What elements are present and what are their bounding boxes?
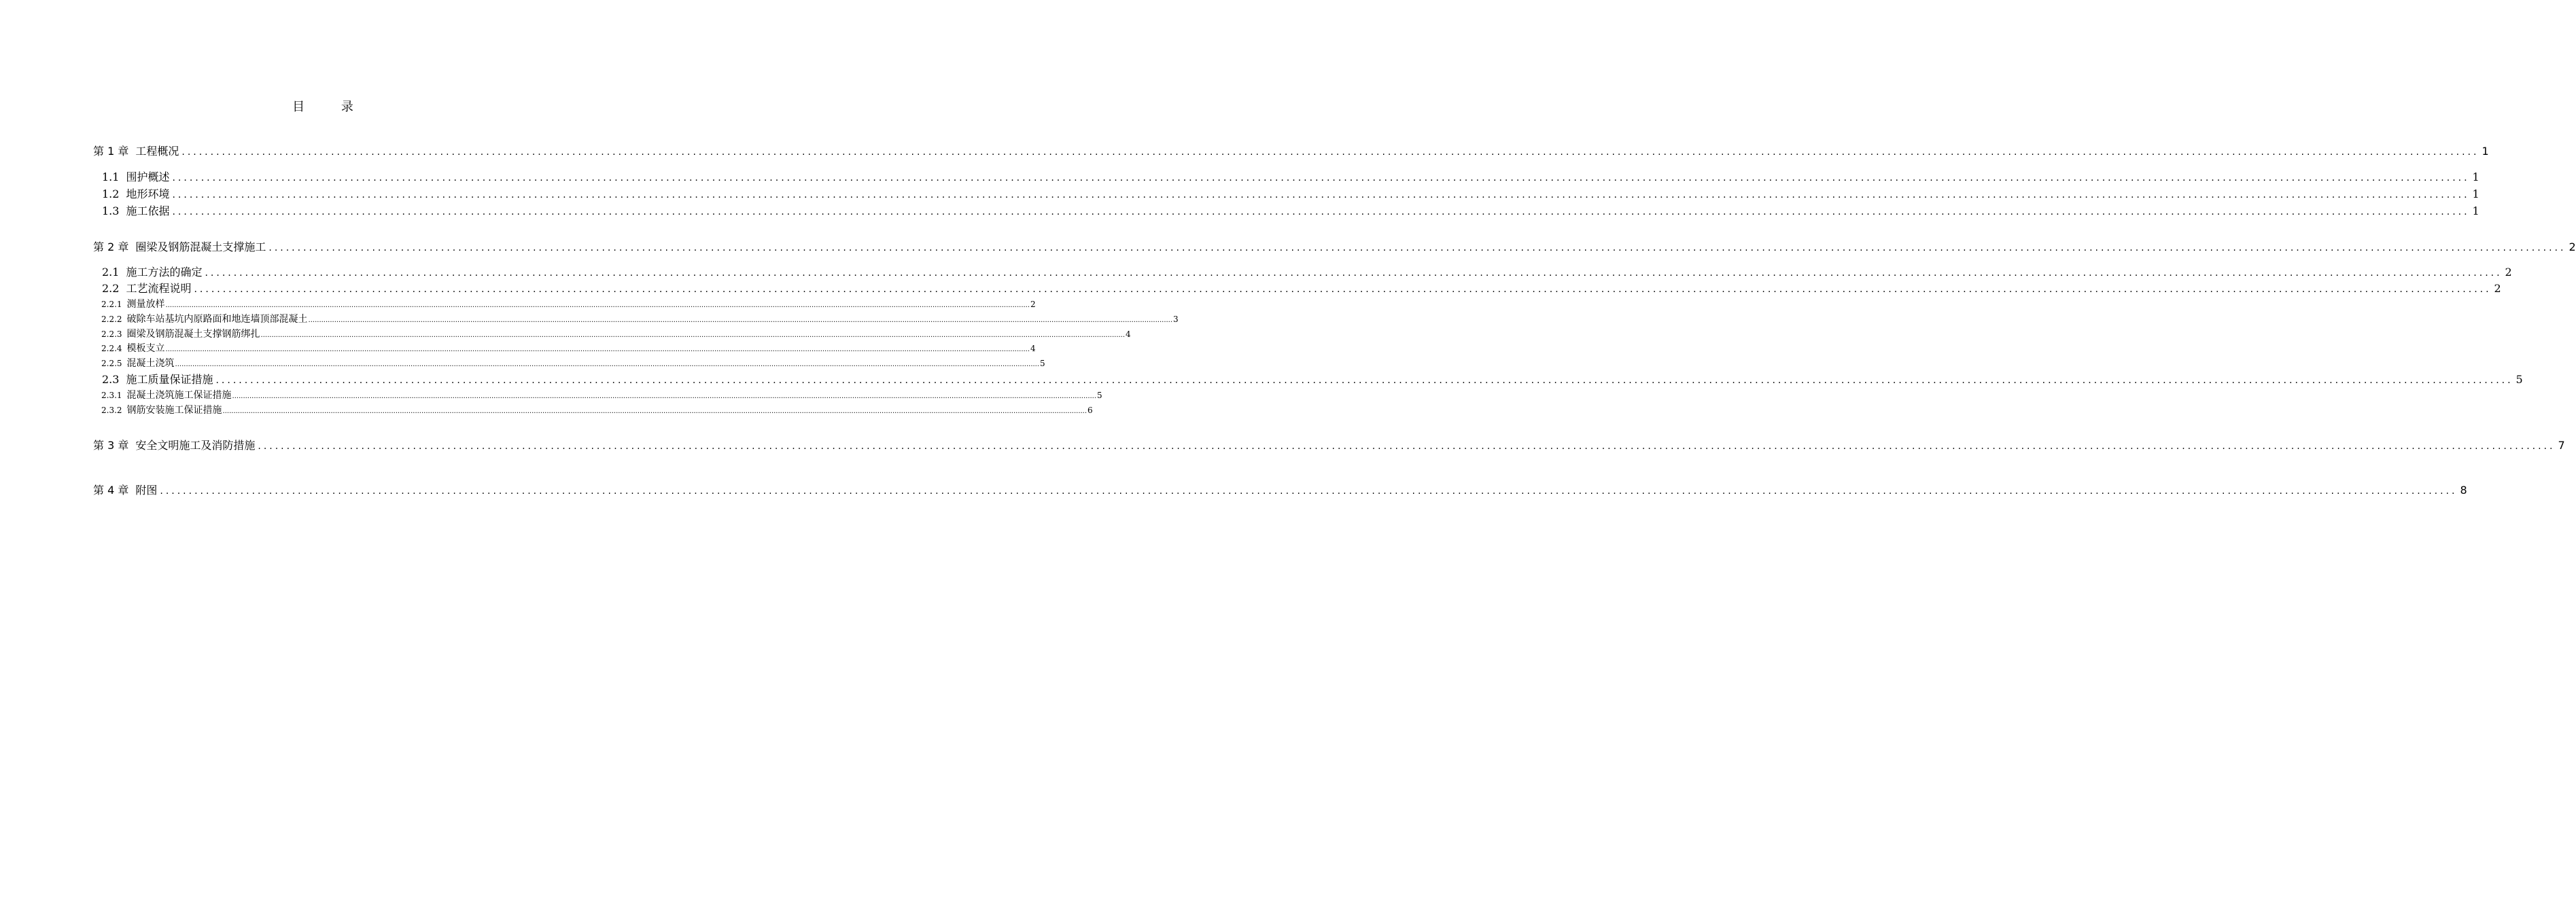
toc-entry-label: 模板支立 [126, 343, 165, 354]
toc-entry-page: 4 [1126, 329, 1131, 339]
toc-entry-number: 第 3 章 [93, 439, 129, 452]
leader-dots: ................................................................................................................................................................................................................................................................................................................................................................................................................ [165, 346, 1030, 353]
toc-entry-number: 2.2.2 [101, 315, 122, 324]
toc-entry-label: 施工质量保证措施 [126, 373, 213, 386]
toc-entry-page: 6 [1087, 406, 1093, 415]
toc-entry-2-3-2[interactable] [101, 403, 1093, 416]
toc-entry-number: 2.1 [102, 266, 120, 279]
leader-dots: ................................................................................................................................................................................................................................................................................................................................................................................................................ [194, 284, 2492, 295]
toc-entry-number: 2.2.3 [101, 329, 122, 339]
leader-dots: ................................................................................................................................................................................................................................................................................................................................................................................................................ [215, 375, 2513, 386]
toc-entry-page: 2 [2494, 282, 2501, 295]
toc-entry-label: 钢筋安装施工保证措施 [126, 405, 222, 416]
toc-entry-number: 2.3 [102, 373, 120, 386]
toc-entry-label: 工程概况 [135, 145, 179, 158]
toc-entry-chapter-3[interactable] [93, 437, 2565, 452]
toc-entry-page: 2 [1030, 300, 1036, 309]
toc-entry-number: 2.3.1 [101, 391, 122, 400]
toc-entry-page: 1 [2472, 187, 2479, 200]
leader-dots: ................................................................................................................................................................................................................................................................................................................................................................................................................ [205, 268, 2503, 279]
toc-entry-page: 2 [2569, 240, 2576, 253]
toc-entry-number: 2.2.4 [101, 344, 122, 353]
toc-entry-label: 施工依据 [126, 204, 170, 217]
leader-dots: ................................................................................................................................................................................................................................................................................................................................................................................................................ [165, 302, 1030, 309]
leader-dots: ................................................................................................................................................................................................................................................................................................................................................................................................................ [172, 173, 2470, 183]
toc-title: 目 录 [292, 100, 370, 114]
toc-entry-page: 2 [2505, 266, 2512, 279]
toc-entry-label: 安全文明施工及消防措施 [135, 439, 256, 452]
toc-entry-page: 8 [2460, 484, 2467, 497]
toc-entry-2-2-2[interactable] [101, 312, 1179, 325]
toc-entry-2-2-3[interactable] [101, 327, 1131, 340]
toc-entry-label: 破除车站基坑内原路面和地连墙顶部混凝土 [126, 314, 308, 325]
toc-entry-page: 5 [1040, 359, 1045, 368]
toc-entry-2-2[interactable] [102, 280, 2501, 296]
toc-entry-page: 1 [2472, 171, 2479, 183]
toc-entry-label: 混凝土浇筑施工保证措施 [126, 390, 232, 401]
toc-entry-label: 测量放样 [126, 299, 165, 310]
toc-entry-1-2[interactable] [102, 185, 2479, 201]
toc-entry-number: 1.3 [102, 204, 120, 217]
toc-entry-page: 1 [2472, 204, 2479, 217]
leader-dots: ................................................................................................................................................................................................................................................................................................................................................................................................................ [181, 147, 2479, 158]
toc-entry-label: 围护概述 [126, 171, 170, 183]
toc-entry-page: 5 [1097, 391, 1102, 400]
toc-entry-page: 3 [1173, 315, 1179, 324]
toc-entry-1-3[interactable] [102, 202, 2479, 218]
toc-entry-page: 4 [1030, 344, 1036, 353]
toc-entry-number: 第 1 章 [93, 145, 129, 158]
toc-entry-chapter-2[interactable] [93, 238, 2576, 254]
toc-entry-2-2-5[interactable] [101, 356, 1045, 370]
toc-entry-chapter-1[interactable] [93, 143, 2489, 158]
leader-dots: ................................................................................................................................................................................................................................................................................................................................................................................................................ [222, 408, 1087, 415]
toc-entry-page: 7 [2558, 439, 2565, 452]
toc-entry-label: 混凝土浇筑 [126, 358, 175, 369]
toc-entry-label: 圈梁及钢筋混凝土支撑施工 [135, 240, 266, 253]
leader-dots: ................................................................................................................................................................................................................................................................................................................................................................................................................ [172, 207, 2470, 217]
toc-entry-page: 5 [2516, 373, 2523, 386]
toc-entry-1-1[interactable] [102, 168, 2479, 184]
toc-entry-2-2-4[interactable] [101, 341, 1036, 355]
toc-entry-page: 1 [2482, 145, 2489, 158]
leader-dots: ................................................................................................................................................................................................................................................................................................................................................................................................................ [260, 332, 1126, 339]
toc-entry-label: 地形环境 [126, 187, 170, 200]
leader-dots: ................................................................................................................................................................................................................................................................................................................................................................................................................ [268, 243, 2566, 253]
leader-dots: ................................................................................................................................................................................................................................................................................................................................................................................................................ [258, 441, 2556, 452]
toc-entry-2-1[interactable] [102, 264, 2512, 279]
leader-dots: ................................................................................................................................................................................................................................................................................................................................................................................................................ [175, 361, 1040, 368]
toc-entry-number: 2.2.5 [101, 359, 122, 368]
toc-entry-number: 2.3.2 [101, 406, 122, 415]
toc-entry-number: 1.1 [102, 171, 120, 183]
toc-entry-2-2-1[interactable] [101, 297, 1036, 310]
leader-dots: ................................................................................................................................................................................................................................................................................................................................................................................................................ [232, 393, 1097, 400]
leader-dots: ................................................................................................................................................................................................................................................................................................................................................................................................................ [172, 190, 2470, 200]
toc-entry-label: 附图 [135, 484, 158, 497]
toc-entry-number: 2.2 [102, 282, 120, 295]
leader-dots: ................................................................................................................................................................................................................................................................................................................................................................................................................ [308, 317, 1173, 324]
toc-entry-2-3-1[interactable] [101, 388, 1102, 401]
toc-entry-label: 施工方法的确定 [126, 266, 203, 279]
leader-dots: ................................................................................................................................................................................................................................................................................................................................................................................................................ [160, 486, 2458, 497]
toc-entry-number: 第 4 章 [93, 484, 129, 497]
toc-entry-chapter-4[interactable] [93, 482, 2467, 497]
toc-entry-number: 2.2.1 [101, 300, 122, 309]
toc-entry-label: 工艺流程说明 [126, 282, 192, 295]
toc-entry-number: 1.2 [102, 187, 120, 200]
toc-entry-label: 圈梁及钢筋混凝土支撑钢筋绑扎 [126, 329, 260, 340]
toc-entry-2-3[interactable] [102, 371, 2523, 387]
toc-entry-number: 第 2 章 [93, 240, 129, 253]
